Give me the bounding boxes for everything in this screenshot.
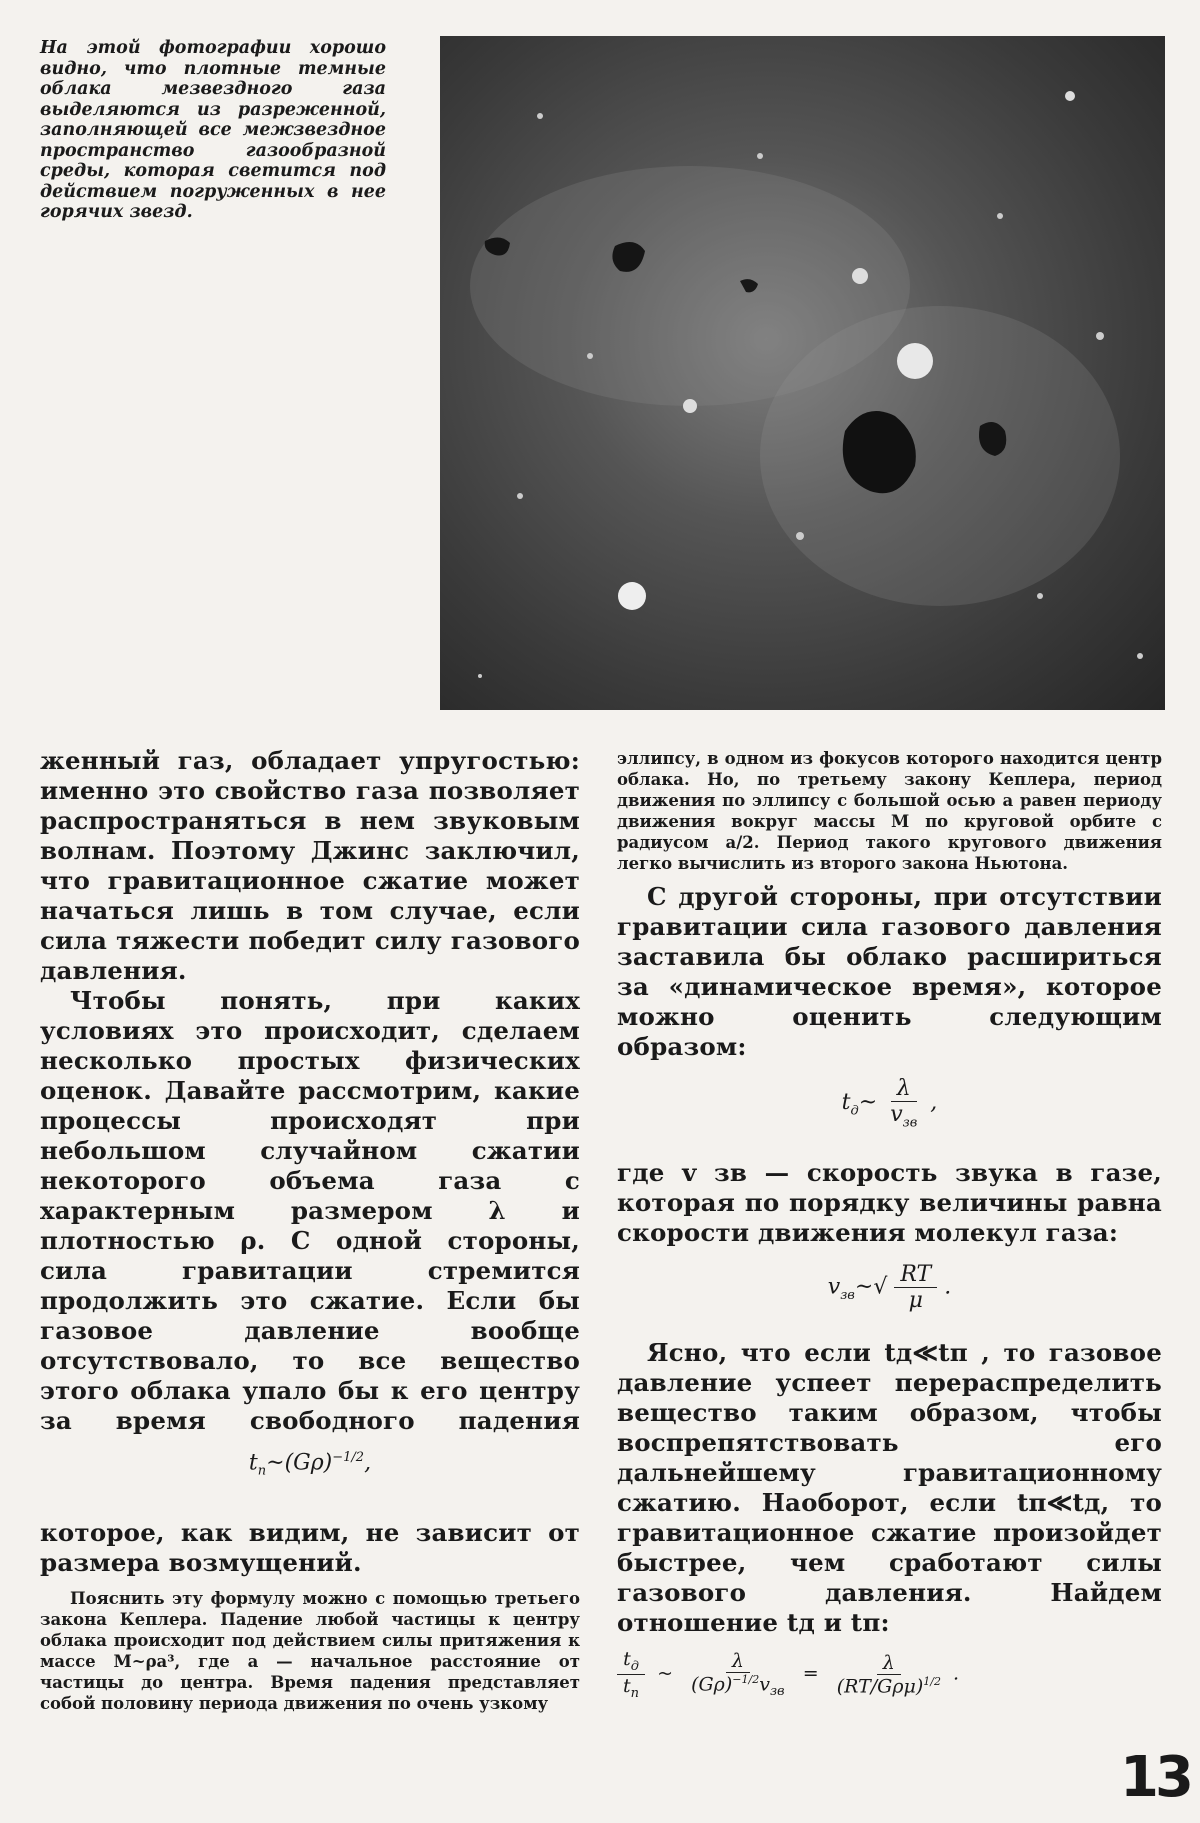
right-paragraph-2: где v зв — скорость звука в газе, которая по порядку величины равна скорости движения молекул газа: — [617, 1158, 1162, 1247]
formula-rest: ~(Gρ) — [266, 1450, 333, 1476]
photo-caption: На этой фотографии хорошо видно, что плотные темные облака мезвездного газа выделяются из разреженной, заполняющей все межзвездное пространство газообразной среды, которая светится под действием погруженных в нее горячих звезд. — [40, 38, 386, 222]
free-fall-time-formula: $t_п\sim(G\rho)^{-1/2}$, — [248, 1450, 372, 1479]
right-note: эллипсу, в одном из фокусов которого находится центр облака. Но, по третьему закону Кеплера, период движения по эллипсу с большой осью a равен периоду движения вокруг массы M по круговой орбите с радиусом a/2. Период такого кругового движения легко вычислить из второго закона Ньютона. — [617, 749, 1162, 873]
right-paragraph-3: Ясно, что если tд≪tп , то газовое давление успеет перераспределить вещество таким образом, чтобы воспрепятствовать его дальнейшему гравитационному сжатию. Наоборот, если tп≪tд, то гравитационное сжатие произойдет быстрее, чем сработают силы газового давления. Найдем отношение tд и tп: — [617, 1338, 1162, 1637]
nebula-graphic — [440, 36, 1165, 710]
left-paragraph-2: Чтобы понять, при каких условиях это происходит, сделаем несколько простых физических оценок. Давайте рассмотрим, какие процессы происходят при небольшом случайном сжатии некоторого объема газа с характерным размером λ и плотностью ρ. С одной стороны, сила гравитации стремится продолжить это сжатие. Если бы газовое давление вообще отсутствовало, то все вещество этого облака упало бы к его центру за время свободного падения — [40, 986, 580, 1435]
ratio-formula: $\frac{t_д}{t_п}$ ~ $\frac{\lambda}{(G\rho)^{-1/2}v_{зв}}$ = $\frac{\lambda}{(RT/G\rho\mu)^{1/2}}$ . — [617, 1638, 1162, 1718]
formula-t: t — [248, 1450, 258, 1476]
right-paragraph-1: С другой стороны, при отсутствии гравитации сила газового давления заставила бы облако расшириться за «динамическое время», которое можно оценить следующим образом: — [617, 882, 1162, 1061]
formula-exp: −1/2 — [332, 1450, 365, 1465]
right-column — [617, 748, 1162, 1718]
nebula-photo — [440, 36, 1165, 710]
left-note: Пояснить эту формулу можно с помощью третьего закона Кеплера. Падение любой частицы к центру облака происходит под действием силы притяжения к массе M~ρa³, где a — начальное расстояние от частицы до центра. Время падения представляет собой половину периода движения по очень узкому — [40, 1589, 580, 1713]
left-column — [40, 746, 580, 1714]
left-paragraph-3: которое, как видим, не зависит от размера возмущений. — [40, 1518, 580, 1577]
formula-t-sub: п — [257, 1463, 267, 1479]
page-number: 13 — [1120, 1745, 1190, 1810]
dynamic-time-formula: $t_д\sim$ $\frac{\lambda}{v_{зв}}$ , — [841, 1076, 938, 1131]
left-paragraph-1: женный газ, обладает упругостью: именно это свойство газа позволяет распространяться в нем звуковым волнам. Поэтому Джинс заключил, что гравитационное сжатие может начаться лишь в том случае, если сила тяжести победит силу газового давления. — [40, 746, 580, 985]
sound-speed-formula: $v_{зв}\sim√$ $\frac{RT}{\mu}$ . — [827, 1262, 952, 1313]
